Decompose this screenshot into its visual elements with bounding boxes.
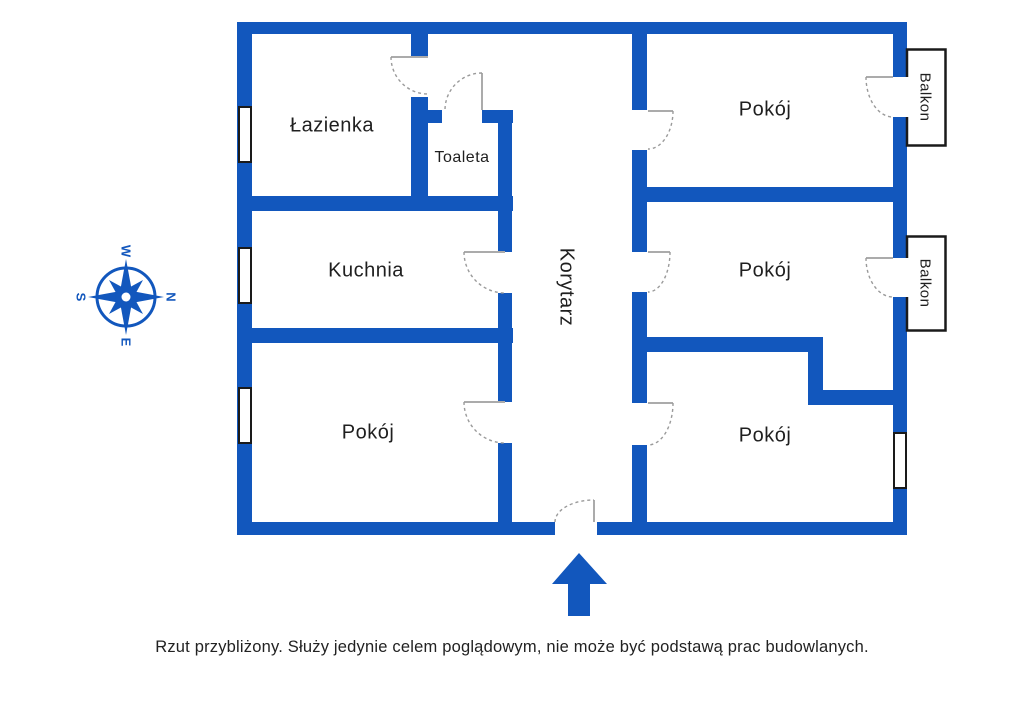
- compass-letter-east: E: [118, 337, 134, 347]
- compass-letter-west: W: [118, 244, 134, 258]
- window-kuchnia: [239, 248, 251, 303]
- room-label-kuchnia: Kuchnia: [328, 259, 404, 282]
- room-label-toaleta: Toaleta: [434, 149, 490, 166]
- entrance-arrow-icon: [552, 553, 607, 616]
- wall-bottom-left: [237, 522, 555, 535]
- room-label-pokoj-e: Pokój: [738, 259, 792, 282]
- wall-right-3: [893, 297, 907, 535]
- door-arc-toaleta: [445, 73, 482, 110]
- window-pokoj-sw: [239, 388, 251, 443]
- wall-right-1: [893, 22, 907, 77]
- room-label-pokoj-sw: Pokój: [341, 421, 395, 444]
- door-arc-pokoj-ne: [648, 111, 673, 149]
- wall-toaleta-nub-left: [428, 110, 442, 123]
- door-arc-balkon-n: [866, 77, 893, 117]
- door-arc-entrance: [555, 500, 594, 522]
- room-label-pokoj-ne: Pokój: [738, 98, 792, 121]
- wall-pokoj-ne-e: [632, 187, 907, 202]
- door-arc-pokoj-se: [648, 403, 673, 445]
- wall-kuchnia-pokoj: [237, 328, 513, 343]
- door-arc-kuchnia: [464, 252, 505, 293]
- door-arc-pokoj-sw: [464, 402, 505, 443]
- wall-lazienka-stub: [411, 34, 428, 57]
- window-pokoj-se: [894, 433, 906, 488]
- wall-pokoj-e-se-left: [632, 337, 823, 352]
- compass-hub: [122, 293, 131, 302]
- room-label-korytarz: Korytarz: [555, 247, 578, 327]
- compass-letter-south: S: [73, 292, 89, 302]
- door-arc-balkon-s: [866, 258, 893, 297]
- wall-bottom-right: [597, 522, 907, 535]
- wall-top: [237, 22, 907, 34]
- wall-corridor-left-2: [498, 293, 512, 402]
- compass-rose-icon: [88, 259, 164, 335]
- room-label-balkon-n: Balkon: [916, 72, 934, 122]
- wall-lazienka-right: [411, 97, 428, 211]
- compass-letter-north: N: [163, 292, 179, 302]
- door-arc-pokoj-e: [648, 252, 670, 292]
- wall-corridor-left-3: [498, 443, 512, 522]
- room-label-pokoj-se: Pokój: [738, 424, 792, 447]
- wall-corridor-right-1: [632, 34, 647, 110]
- disclaimer-text: Rzut przybliżony. Służy jedynie celem poglądowym, nie może być podstawą prac budowlanych.: [155, 638, 869, 656]
- wall-pokoj-e-se-right: [808, 390, 907, 405]
- wall-corridor-left-1: [498, 110, 512, 252]
- room-label-lazienka: Łazienka: [289, 114, 375, 137]
- room-label-balkon-s: Balkon: [916, 258, 934, 308]
- door-arc-lazienka: [391, 57, 428, 94]
- window-lazienka: [239, 107, 251, 162]
- wall-lazienka-kuchnia: [237, 196, 513, 211]
- wall-corridor-right-4: [632, 445, 647, 522]
